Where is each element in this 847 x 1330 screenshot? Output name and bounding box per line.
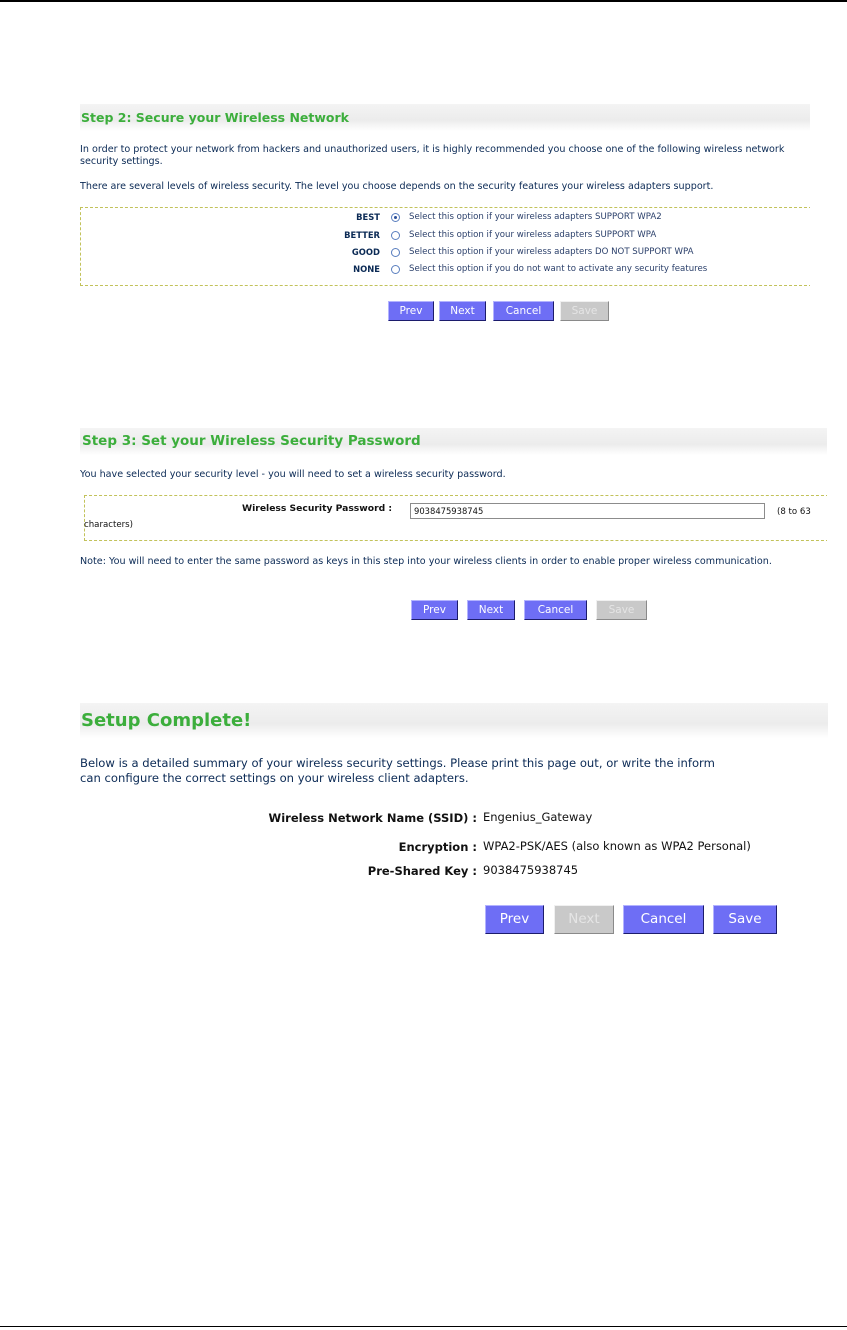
psk-value: 9038475938745 [483,863,579,877]
ssid-value: Engenius_Gateway [483,810,593,824]
password-label: Wireless Security Password : [242,503,393,514]
option-best-text: Select this option if your wireless adapters SUPPORT WPA2 [409,212,662,222]
option-none-text: Select this option if you do not want to activate any security features [409,264,708,274]
complete-title: Setup Complete! [80,703,828,738]
encryption-value: WPA2-PSK/AES (also known as WPA2 Personal) [483,839,751,853]
option-none-label: NONE [353,264,380,274]
complete-next-button[interactable]: Next [554,905,614,934]
step3-panel [80,428,827,628]
password-hint-b: characters) [84,520,133,530]
step3-note: Note: You will need to enter the same password as keys in this step into your wireless clients in order to enable proper wireless communication. [80,556,772,567]
complete-intro-line1: Below is a detailed summary of your wireless security settings. Please print this page out, or write the inform [80,756,715,770]
radio-better[interactable] [391,231,400,240]
psk-label: Pre-Shared Key : [367,864,477,878]
step2-panel [80,104,810,329]
step2-save-button[interactable]: Save [560,301,609,321]
option-good-text: Select this option if your wireless adapters DO NOT SUPPORT WPA [409,247,694,257]
ssid-label: Wireless Network Name (SSID) : [268,811,477,825]
complete-intro-line2: can configure the correct settings on your wireless client adapters. [80,771,469,785]
option-better-text: Select this option if your wireless adapters SUPPORT WPA [409,230,657,240]
step2-cancel-button[interactable]: Cancel [493,301,554,321]
radio-good[interactable] [391,248,400,257]
step3-intro: You have selected your security level - you will need to set a wireless security password. [80,469,506,480]
complete-cancel-button[interactable]: Cancel [623,905,704,934]
step2-title: Step 2: Secure your Wireless Network [80,104,810,131]
step2-levels-text: There are several levels of wireless security. The level you choose depends on the security features your wireless adapters support. [80,181,714,192]
step3-save-button[interactable]: Save [596,600,647,620]
complete-save-button[interactable]: Save [713,905,777,934]
step2-intro: In order to protect your network from hackers and unauthorized users, it is highly recommended you choose one of the following wireless network security settings. [80,144,785,167]
option-best[interactable] [80,211,810,227]
option-best-label: BEST [356,212,380,222]
step3-title: Step 3: Set your Wireless Security Password [80,428,827,455]
step3-cancel-button[interactable]: Cancel [524,600,587,620]
option-good-label: GOOD [351,247,380,257]
page-top-rule [0,0,847,2]
complete-prev-button[interactable]: Prev [485,905,544,934]
complete-panel [80,703,828,943]
step2-prev-button[interactable]: Prev [388,301,434,321]
option-better-label: BETTER [344,230,380,240]
wireless-password-input[interactable] [410,503,765,519]
encryption-label: Encryption : [398,840,477,854]
password-hint-a: (8 to 63 [777,507,811,517]
page-bottom-rule [0,1326,847,1327]
step3-next-button[interactable]: Next [467,600,515,620]
radio-none[interactable] [391,265,400,274]
step2-next-button[interactable]: Next [439,301,486,321]
option-better[interactable] [80,229,810,245]
radio-best[interactable] [391,213,400,222]
step3-prev-button[interactable]: Prev [411,600,458,620]
option-good[interactable] [80,246,810,262]
option-none[interactable] [80,263,810,279]
